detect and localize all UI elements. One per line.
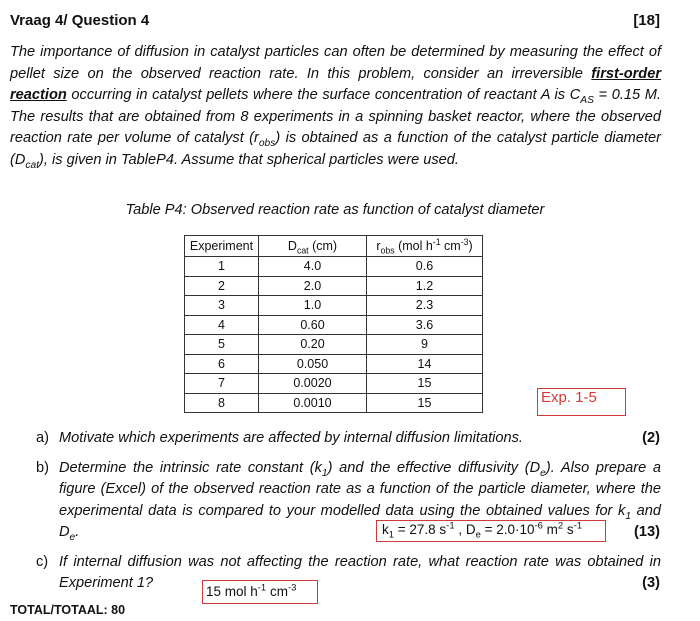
total-marks: TOTAL/TOTAAL: 80: [10, 603, 126, 617]
cell-rate: 3.6: [367, 315, 483, 335]
cell-experiment: 6: [185, 354, 259, 374]
cell-diameter: 0.050: [259, 354, 367, 374]
cell-rate: 9: [367, 335, 483, 355]
cell-diameter: 0.60: [259, 315, 367, 335]
table-row: [185, 354, 483, 374]
marks-b: (13): [634, 524, 660, 540]
cell-experiment: 8: [185, 393, 259, 413]
cell-experiment: 7: [185, 374, 259, 394]
exp-annotation-box: Exp. 1-5: [537, 388, 626, 416]
table-row: [185, 257, 483, 277]
cell-experiment: 5: [185, 335, 259, 355]
cell-rate: 0.6: [367, 257, 483, 277]
table-row: [185, 296, 483, 316]
cell-diameter: 4.0: [259, 257, 367, 277]
question-title: Vraag 4/ Question 4: [10, 12, 150, 29]
col-rate: $r_{obs}$ (mol $h^{-1}$ $cm^{-3}$): [367, 236, 483, 257]
question-marks: [18]: [633, 12, 660, 29]
table-row: [185, 315, 483, 335]
cell-rate: 2.3: [367, 296, 483, 316]
cell-diameter: 1.0: [259, 296, 367, 316]
marks-c: (3): [642, 575, 660, 591]
cell-rate: 15: [367, 374, 483, 394]
cell-rate: 1.2: [367, 276, 483, 296]
cell-experiment: 4: [185, 315, 259, 335]
cell-experiment: 1: [185, 257, 259, 277]
marks-a: (2): [642, 430, 660, 446]
keyword-first-order: first-order reaction: [10, 65, 662, 104]
question-header: [10, 12, 660, 29]
cell-rate: 15: [367, 393, 483, 413]
col-experiment: Experiment: [185, 236, 259, 257]
table-row: [185, 335, 483, 355]
data-table: [184, 235, 483, 413]
cell-experiment: 2: [185, 276, 259, 296]
cell-rate: 14: [367, 354, 483, 374]
table-row: [185, 276, 483, 296]
cell-diameter: 2.0: [259, 276, 367, 296]
answer-c-box: 15 mol $h^{-1}$ $cm^{-3}$: [202, 580, 318, 604]
cell-diameter: 0.0010: [259, 393, 367, 413]
intro-paragraph: The importance of diffusion in catalyst particles can often be determined by measuring the effect of pellet size on the observed reaction rate. In this problem, consider an irreversible first-order reaction occurring in catalyst pellets where the surface concentration of reactant A is $C_{AS} = 0.15$ M. The results that are obtained from 8 experiments in a spinning basket reactor, where the observed reaction rate per volume of catalyst $(r_{obs})$ is obtained as a function of the catalyst particle diameter $(D_{cat})$, is given in TableP4. Assume that spherical particles were used.: [10, 44, 662, 171]
col-diameter: $D_{cat}$ (cm): [259, 236, 367, 257]
table-caption: Table P4: Observed reaction rate as function of catalyst diameter: [125, 202, 545, 218]
table-row: [185, 393, 483, 413]
table-row: [185, 374, 483, 394]
answer-b-box: $k_1 = 27.8$ $s^{-1}$ , $D_e = 2.0\cdot 10^{-6}$ $m^2$ $s^{-1}$: [376, 520, 606, 542]
cell-diameter: 0.0020: [259, 374, 367, 394]
table-header-row: [185, 236, 483, 257]
cell-experiment: 3: [185, 296, 259, 316]
cell-diameter: 0.20: [259, 335, 367, 355]
